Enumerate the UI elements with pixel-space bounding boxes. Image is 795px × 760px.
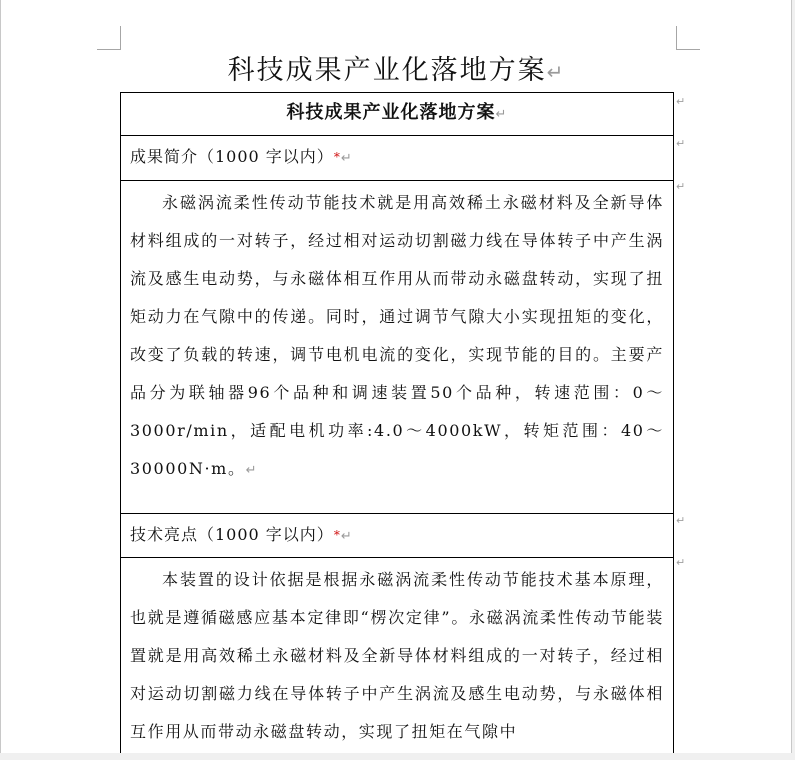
margin-corner-top-left (97, 26, 121, 50)
end-of-row-mark-icon: ↵ (676, 95, 686, 108)
margin-corner-top-right (676, 26, 700, 50)
paragraph-mark-icon: ↵ (546, 60, 566, 84)
section-label-row (121, 514, 674, 558)
paragraph-mark-icon: ↵ (245, 463, 259, 478)
section-content-row (121, 181, 674, 514)
table-header-text[interactable]: 科技成果产业化落地方案 (286, 102, 496, 123)
paragraph-mark-icon: ↵ (495, 107, 508, 122)
table-header-cell[interactable] (121, 93, 674, 136)
table-header-row (121, 93, 674, 136)
required-asterisk: * (333, 528, 341, 542)
end-of-row-mark-icon: ↵ (676, 514, 686, 527)
paragraph-mark-icon: ↵ (340, 151, 353, 166)
end-of-row-mark-icon: ↵ (676, 180, 686, 193)
end-of-row-mark-icon: ↵ (676, 556, 686, 569)
section-label-text[interactable]: 成果简介（1000 字以内） (130, 147, 334, 166)
proposal-table (120, 92, 674, 753)
end-of-row-mark-icon: ↵ (676, 137, 686, 150)
document-title-text[interactable]: 科技成果产业化落地方案 (227, 55, 547, 86)
section-label-text[interactable]: 技术亮点（1000 字以内） (130, 525, 334, 544)
required-asterisk: * (333, 150, 341, 164)
paragraph-mark-icon: ↵ (340, 529, 353, 544)
section-content-row (121, 558, 674, 754)
section-content-text[interactable]: 永磁涡流柔性传动节能技术就是用高效稀土永磁材料及全新导体材料组成的一对转子，经过相对运动切割磁力线在导体转子中产生涡流及感生电动势，与永磁体相互作用从而带动永磁盘转动，实现了扭矩动力在气隙中的传递。同时，通过调节气隙大小实现扭矩的变化，改变了负载的转速，调节电机电流的变化，实现节能的目的。主要产品分为联轴器96个品种和调速装置50个品种，转速范围：0～3000r/min，适配电机功率:4.0～4000kW，转矩范围：40～30000N·m。 (130, 193, 664, 478)
section-content-text[interactable]: 本装置的设计依据是根据永磁涡流柔性传动节能技术基本原理，也就是遵循磁感应基本定律即“楞次定律”。永磁涡流柔性传动节能装置就是用高效稀土永磁材料及全新导体材料组成的一对转子，经过相对运动切割磁力线在导体转子中产生涡流及感生电动势，与永磁体相互作用从而带动永磁盘转动，实现了扭矩在气隙中 (130, 570, 664, 741)
section-content-cell[interactable] (121, 558, 674, 754)
section-label-row (121, 136, 674, 181)
section-label-cell[interactable] (121, 514, 674, 558)
section-label-cell[interactable] (121, 136, 674, 181)
section-content-cell[interactable] (121, 181, 674, 514)
document-title[interactable] (120, 52, 673, 91)
